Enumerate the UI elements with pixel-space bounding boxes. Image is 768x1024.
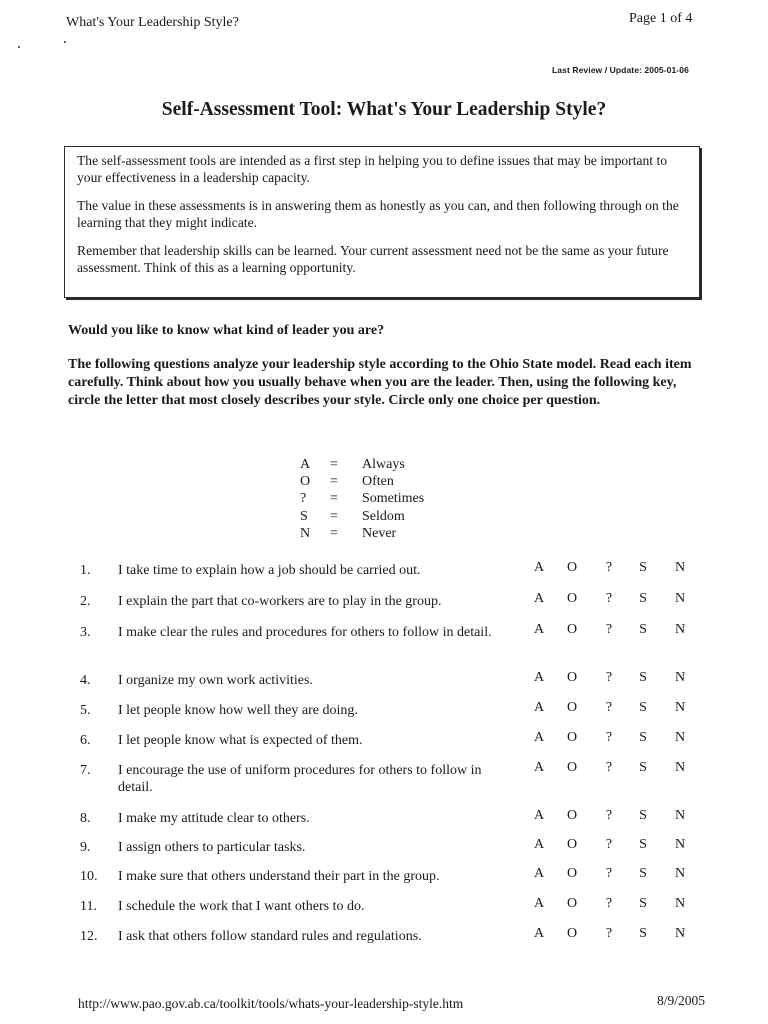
item-number: 7. [80, 763, 91, 778]
intro-paragraph: Remember that leadership skills can be learned. Your current assessment need not be the same as your future assessment. Think of this as a learning opportunity. [77, 243, 669, 275]
answer-choice[interactable]: ? [605, 670, 613, 685]
answer-choice[interactable]: O [566, 837, 578, 852]
answer-choice[interactable]: S [639, 591, 647, 606]
answer-choice[interactable]: S [639, 926, 647, 941]
header-title: What's Your Leadership Style? [66, 15, 239, 30]
item-number: 9. [80, 840, 91, 855]
scan-speck [64, 41, 66, 43]
scan-speck [18, 46, 20, 48]
key-meaning: Never [362, 525, 397, 541]
answer-choice[interactable]: ? [605, 926, 613, 941]
intro-paragraph: The self-assessment tools are intended as a first step in helping you to define issues that may be important to your effectiveness in a leadership capacity. [77, 153, 668, 185]
key-row [300, 473, 424, 490]
answer-choice[interactable]: A [533, 591, 545, 606]
item-number: 1. [80, 563, 91, 578]
answer-choice[interactable]: N [674, 730, 686, 745]
key-equals: = [330, 491, 338, 507]
answer-choice[interactable]: ? [605, 560, 613, 575]
answer-choice[interactable]: A [533, 866, 545, 881]
key-row [300, 490, 424, 507]
key-letter: O [300, 474, 311, 490]
answer-choice[interactable]: ? [605, 866, 613, 881]
answer-choice[interactable]: ? [605, 622, 613, 637]
answer-choice[interactable]: S [639, 670, 647, 685]
item-number: 11. [80, 899, 97, 914]
key-meaning: Always [362, 457, 405, 472]
answer-choice[interactable]: ? [605, 730, 613, 745]
answer-choice[interactable]: N [674, 670, 686, 685]
answer-choice[interactable]: N [674, 700, 686, 715]
answer-choice[interactable]: O [566, 896, 578, 911]
footer-date: 8/9/2005 [657, 993, 706, 1008]
answer-choice[interactable]: O [566, 670, 578, 685]
answer-choice[interactable]: ? [605, 837, 613, 852]
answer-choice[interactable]: S [639, 837, 647, 852]
answer-choice[interactable]: O [566, 622, 578, 637]
key-equals: = [330, 508, 338, 524]
answer-choice[interactable]: A [533, 760, 545, 775]
answer-key [300, 456, 424, 542]
item-text: I make clear the rules and procedures for others to follow in detail. [118, 625, 492, 640]
answer-choice[interactable]: O [566, 591, 578, 606]
answer-choice[interactable]: A [533, 670, 545, 685]
item-text: I make my attitude clear to others. [118, 811, 310, 826]
key-meaning: Seldom [362, 508, 405, 524]
answer-choice[interactable]: S [639, 896, 647, 911]
answer-choice[interactable]: N [674, 866, 686, 881]
answer-choice[interactable]: O [566, 730, 578, 745]
item-text: I explain the part that co-workers are to play in the group. [118, 594, 442, 609]
page-title: Self-Assessment Tool: What's Your Leadership Style? [161, 99, 607, 120]
item-text: I ask that others follow standard rules and regulations. [118, 929, 422, 944]
answer-choice[interactable]: ? [605, 896, 613, 911]
key-equals: = [330, 457, 338, 472]
answer-choice[interactable]: S [639, 866, 647, 881]
item-text: I organize my own work activities. [118, 673, 313, 688]
item-text: I make sure that others understand their part in the group. [118, 869, 440, 884]
answer-choice[interactable]: S [639, 700, 647, 715]
item-number: 5. [80, 703, 91, 718]
answer-choice[interactable]: A [533, 560, 545, 575]
key-letter: S [300, 508, 308, 524]
answer-choice[interactable]: S [639, 760, 647, 775]
intro-paragraph: The value in these assessments is in answering them as honestly as you can, and then following through on the learning that they might indicate. [77, 198, 679, 230]
item-text: I assign others to particular tasks. [118, 840, 306, 855]
key-meaning: Often [362, 474, 394, 490]
key-meaning: Sometimes [362, 491, 425, 507]
item-text: I schedule the work that I want others to do. [118, 899, 365, 914]
page-number: Page 1 of 4 [629, 11, 693, 26]
item-number: 3. [80, 625, 91, 640]
key-letter: A [300, 457, 311, 472]
answer-choice[interactable]: O [566, 700, 578, 715]
answer-choice[interactable]: O [566, 560, 578, 575]
answer-choice[interactable]: N [674, 926, 686, 941]
key-row [300, 525, 424, 542]
answer-choice[interactable]: O [566, 808, 578, 823]
item-number: 10. [80, 869, 98, 884]
answer-choice[interactable]: N [674, 622, 686, 637]
answer-choice[interactable]: A [533, 837, 545, 852]
item-number: 2. [80, 594, 91, 609]
answer-choice[interactable]: N [674, 591, 686, 606]
answer-choice[interactable]: S [639, 730, 647, 745]
answer-choice[interactable]: S [639, 560, 647, 575]
answer-choice[interactable]: O [566, 926, 578, 941]
item-number: 6. [80, 733, 91, 748]
lead-question: Would you like to know what kind of leader you are? [68, 323, 385, 338]
answer-choice[interactable]: N [674, 808, 686, 823]
review-date: Last Review / Update: 2005-01-06 [552, 65, 689, 75]
item-text: I take time to explain how a job should be carried out. [118, 563, 421, 578]
answer-choice[interactable]: A [533, 896, 545, 911]
footer-url: http://www.pao.gov.ab.ca/toolkit/tools/whats-your-leadership-style.htm [78, 996, 464, 1011]
answer-choice[interactable]: N [674, 896, 686, 911]
item-number: 4. [80, 673, 91, 688]
key-row [300, 508, 424, 525]
answer-choice[interactable]: N [674, 760, 686, 775]
answer-choice[interactable]: N [674, 560, 686, 575]
answer-choice[interactable]: A [533, 926, 545, 941]
answer-choice[interactable]: A [533, 622, 545, 637]
key-letter: ? [300, 491, 307, 507]
answer-choice[interactable]: ? [605, 808, 613, 823]
answer-choice[interactable]: A [533, 700, 545, 715]
answer-choice[interactable]: S [639, 808, 647, 823]
answer-choice[interactable]: A [533, 730, 545, 745]
key-row [300, 456, 424, 473]
item-text: I encourage the use of uniform procedures for others to follow in detail. [118, 763, 482, 795]
intro-box [64, 146, 700, 298]
instructions: The following questions analyze your leadership style according to the Ohio State model. Read each item carefully. Think about how you usually behave when you are the leader. Then, using the following key, circle the letter that most closely describes your style. Circle only one choice per question. [68, 357, 692, 408]
answer-choice[interactable]: N [674, 837, 686, 852]
answer-choice[interactable]: ? [605, 700, 613, 715]
item-number: 12. [80, 929, 98, 944]
key-equals: = [330, 525, 338, 541]
item-number: 8. [80, 811, 91, 826]
item-text: I let people know what is expected of them. [118, 733, 363, 748]
answer-choice[interactable]: ? [605, 760, 613, 775]
answer-choice[interactable]: A [533, 808, 545, 823]
answer-choice[interactable]: ? [605, 591, 613, 606]
key-equals: = [330, 474, 338, 490]
item-text: I let people know how well they are doing. [118, 703, 358, 718]
answer-choice[interactable]: O [566, 760, 578, 775]
key-letter: N [300, 525, 311, 541]
answer-choice[interactable]: S [639, 622, 647, 637]
answer-choice[interactable]: O [566, 866, 578, 881]
